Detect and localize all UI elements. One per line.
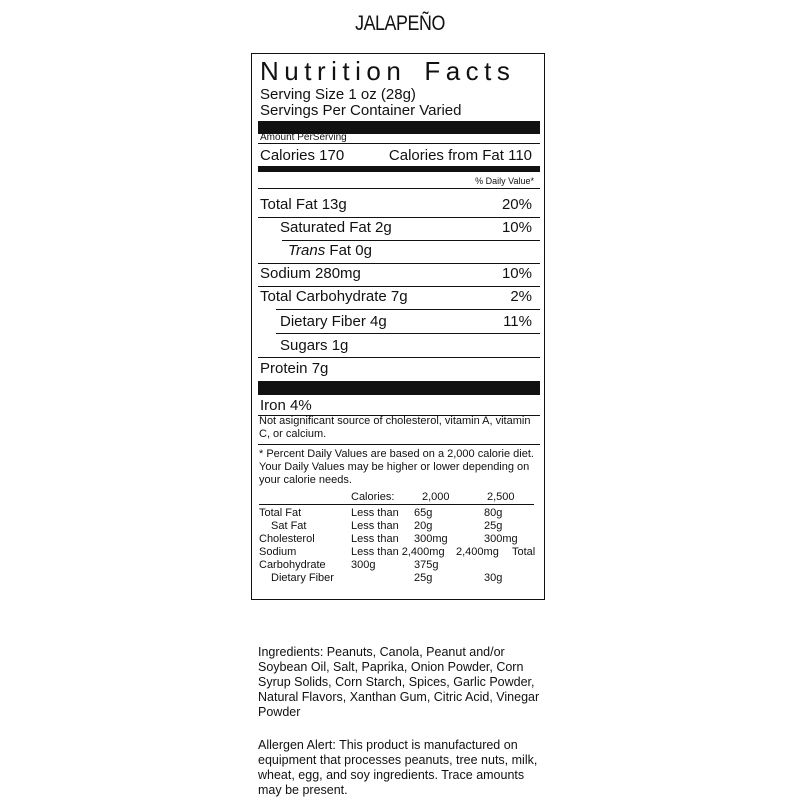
table-cell: 300mg [484, 533, 518, 545]
table-cell: 80g [484, 507, 503, 519]
table-row [259, 546, 544, 559]
title-word-nutrition: Nutrition [260, 56, 407, 86]
serving-size: Serving Size 1 oz (28g) [260, 86, 416, 103]
allergen-heading: Allergen Alert: [258, 738, 336, 752]
table-cell: Total [512, 546, 536, 558]
allergen-block [258, 738, 543, 798]
table-cell: 65g [414, 507, 433, 519]
table-row [259, 572, 544, 585]
table-cell: Less than [351, 533, 399, 545]
table-row [259, 520, 544, 533]
ingredients-text: Peanuts, Canola, Peanut and/or Soybean Oil, Salt, Paprika, Onion Powder, Corn Syrup Solids, Corn Starch, Spices, Garlic Powder, Natural Flavors, Xanthan Gum, Citric Acid, Vinegar Powder [258, 645, 540, 719]
nutrient-row-saturated-fat [258, 219, 538, 241]
divider [258, 357, 540, 358]
divider [276, 309, 540, 310]
nutrient-pct: 20% [501, 196, 532, 213]
nutrient-label: Total Fat 13g [260, 196, 347, 213]
nutrient-label: Total Carbohydrate 7g [260, 288, 408, 305]
table-header-cell: 2,500 [487, 491, 515, 503]
daily-value-header: % Daily Value* [475, 176, 534, 186]
daily-values-table [259, 491, 544, 585]
trans-italic: Trans [288, 242, 326, 259]
table-row [259, 507, 544, 520]
table-cell: Carbohydrate [259, 559, 326, 571]
allergen-text: This product is manufactured on equipment that processes peanuts, tree nuts, milk, wheat, egg, and soy ingredients. Trace amounts may be present. [258, 738, 538, 797]
divider-dv [258, 188, 540, 189]
table-header-cell: 2,000 [422, 491, 450, 503]
nutrition-facts-panel [251, 53, 545, 600]
divider [258, 286, 540, 287]
ingredients-heading: Ingredients: [258, 645, 324, 659]
table-cell: Cholesterol [259, 533, 315, 545]
table-cell: 30g [484, 572, 503, 584]
nutrient-label: Saturated Fat 2g [280, 219, 392, 236]
thick-divider-bottom [258, 381, 540, 395]
title-word-facts: Facts [424, 56, 516, 86]
table-cell: 300g [351, 559, 376, 571]
nutrient-pct: 11% [503, 313, 532, 330]
table-cell: Less than [351, 507, 399, 519]
nutrient-label: Dietary Fiber 4g [280, 313, 387, 330]
nutrition-facts-title [260, 56, 515, 87]
table-cell: 25g [484, 520, 503, 532]
table-cell: Sat Fat [271, 520, 307, 532]
medium-divider [258, 166, 540, 172]
not-significant-note: Not asignificant source of cholesterol, vitamin A, vitamin C, or calcium. [259, 415, 531, 440]
table-cell: 2,400mg [456, 546, 499, 558]
table-cell: Total Fat [259, 507, 302, 519]
table-header-cell: Calories: [351, 491, 395, 503]
product-name: JALAPEÑO [355, 12, 445, 35]
table-cell: Sodium [259, 546, 297, 558]
divider [258, 263, 540, 264]
nutrient-row-dietary-fiber [258, 313, 538, 335]
nutrient-label: Sodium 280mg [260, 265, 361, 282]
table-cell: 300mg [414, 533, 448, 545]
table-divider [259, 504, 534, 505]
calories: Calories 170 [260, 147, 345, 164]
table-header-row [259, 491, 544, 504]
nutrient-pct: 10% [501, 265, 532, 282]
table-cell: 375g [414, 559, 439, 571]
nutrient-row-sugars [258, 337, 538, 359]
nutrient-label: Sugars 1g [280, 337, 349, 354]
servings-per-container: Servings Per Container Varied [260, 102, 462, 119]
nutrient-pct: 2% [510, 288, 532, 305]
ingredients-block [258, 645, 543, 720]
table-cell: Dietary Fiber [271, 572, 334, 584]
nutrient-label: Protein 7g [260, 360, 329, 377]
table-cell: 20g [414, 520, 433, 532]
nutrient-pct: 10% [501, 219, 532, 236]
table-cell: 25g [414, 572, 433, 584]
table-cell: Less than [351, 520, 399, 532]
table-cell: Less than 2,400mg [351, 546, 445, 558]
amount-per-serving: Amount PerServing [260, 132, 347, 143]
divider [258, 217, 540, 218]
nutrient-row-protein [258, 360, 538, 382]
divider [282, 240, 540, 241]
divider-calories-top [258, 143, 540, 144]
divider [258, 444, 540, 445]
calories-from-fat: Calories from Fat 110 [388, 147, 532, 164]
trans-rest: Fat 0g [325, 242, 372, 259]
nutrient-row-sodium [258, 265, 538, 287]
iron: Iron 4% [260, 397, 312, 414]
nutrient-label [288, 242, 372, 259]
table-row [259, 559, 544, 572]
table-row [259, 533, 544, 546]
divider [276, 333, 540, 334]
percent-daily-note: * Percent Daily Values are based on a 2,000 calorie diet. Your Daily Values may be higher or lower depending on your calorie needs. [259, 448, 534, 486]
nutrient-row-total-fat [258, 196, 538, 218]
nutrient-row-total-carbohydrate [258, 288, 538, 310]
nutrient-row-trans-fat [258, 242, 538, 264]
